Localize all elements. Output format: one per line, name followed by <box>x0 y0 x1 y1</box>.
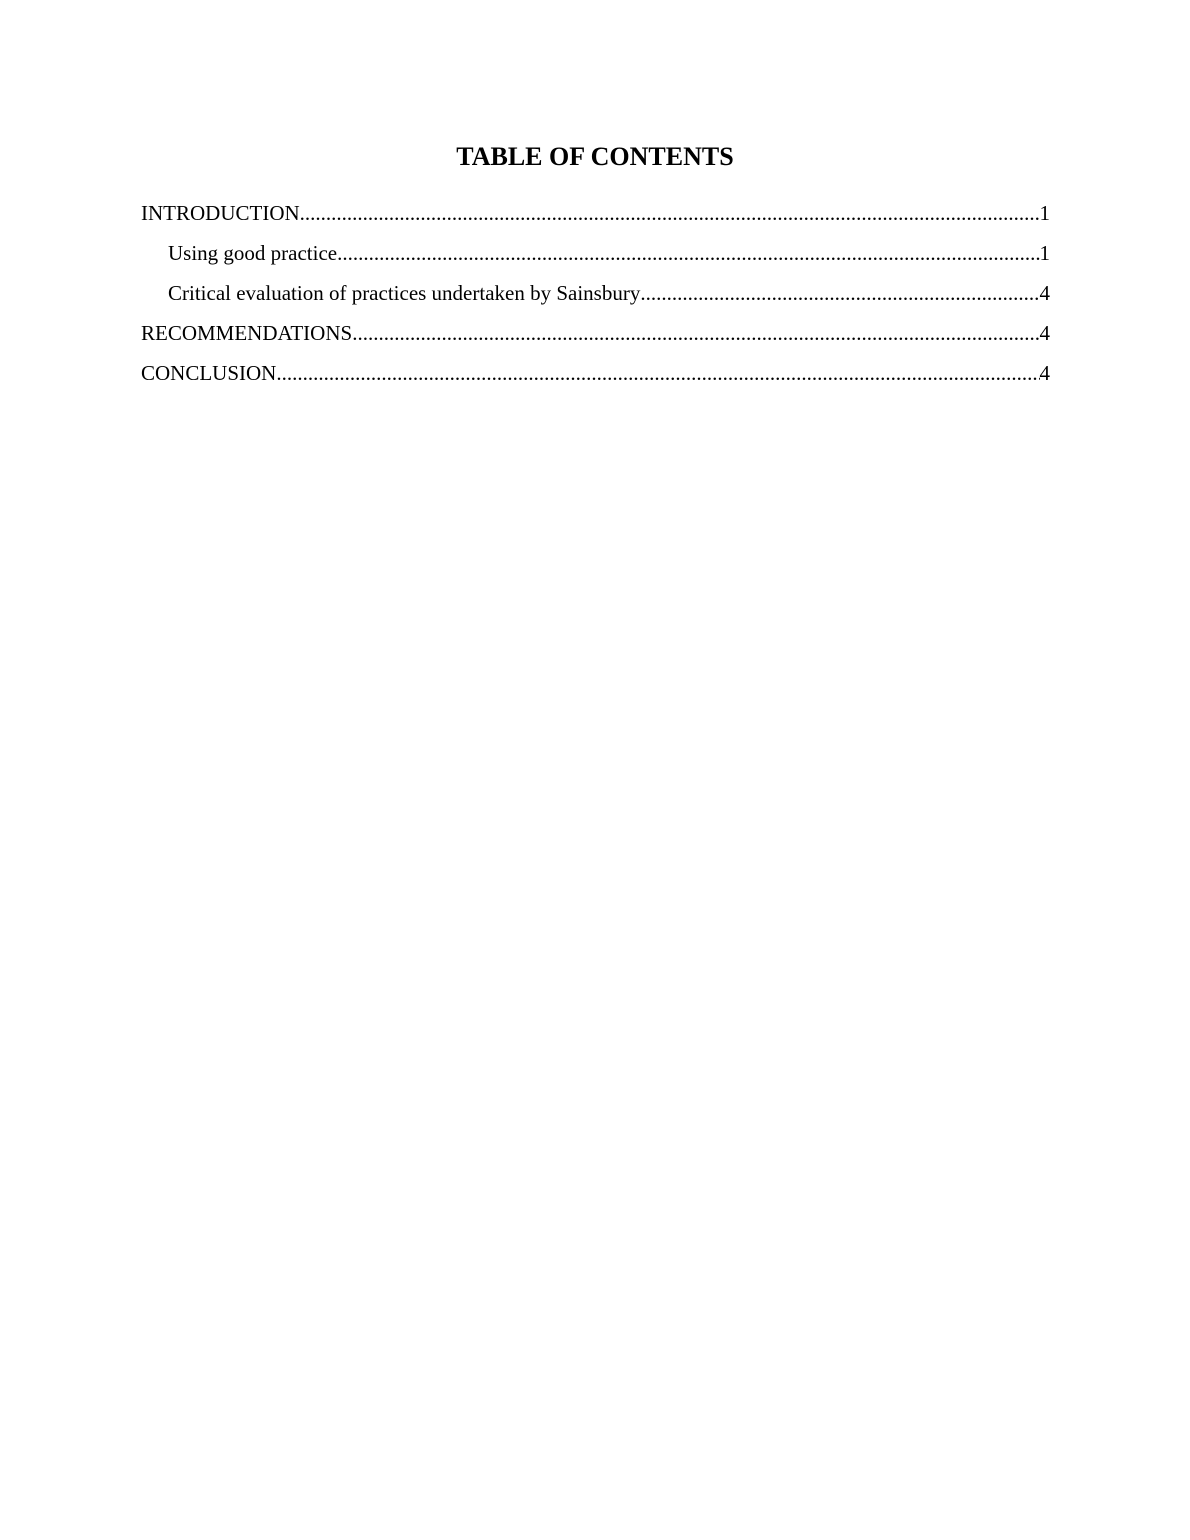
toc-list <box>141 197 1050 397</box>
toc-entry-text: INTRODUCTION <box>141 201 300 225</box>
toc-entry-text: Critical evaluation of practices undertaken by Sainsbury <box>168 281 641 305</box>
toc-entry-using-good-practice[interactable] <box>141 237 1050 277</box>
toc-entry-text: CONCLUSION <box>141 361 277 385</box>
toc-page-number: 4 <box>1039 361 1050 385</box>
toc-entry-introduction[interactable] <box>141 197 1050 237</box>
toc-dot-leader <box>300 197 1040 229</box>
toc-entry-text: RECOMMENDATIONS <box>141 321 353 345</box>
toc-entry-text: Using good practice <box>168 241 338 265</box>
toc-dot-leader <box>276 357 1039 389</box>
toc-page-number: 4 <box>1039 281 1050 305</box>
toc-page-number: 1 <box>1039 241 1050 265</box>
toc-title: TABLE OF CONTENTS <box>456 142 734 171</box>
toc-page-number: 4 <box>1039 321 1050 345</box>
toc-entry-conclusion[interactable] <box>141 357 1050 397</box>
toc-dot-leader <box>640 277 1039 309</box>
toc-entry-critical-evaluation[interactable] <box>141 277 1050 317</box>
toc-entry-recommendations[interactable] <box>141 317 1050 357</box>
toc-dot-leader <box>352 317 1039 349</box>
toc-page-number: 1 <box>1039 201 1050 225</box>
toc-dot-leader <box>337 237 1039 269</box>
